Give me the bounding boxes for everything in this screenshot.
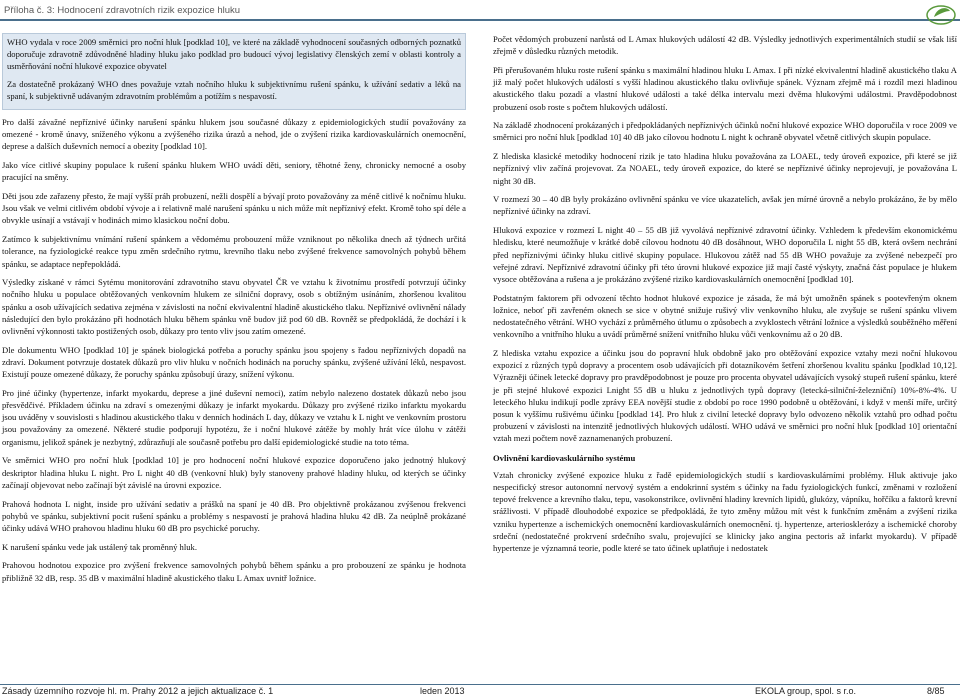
highlight-box (2, 33, 466, 110)
paragraph: Pro další závažné nepříznivé účinky narušení spánku hlukem jsou současné důkazy z epidemiologických studií považovány za omezené - kromě únavy, sníženého výkonu a zvýšeného rizika úrazů a nehod, jde o zvýšení rizika kardiovaskulárních onemocnění, deprese a dalších duševních nemocí a obezity [podklad 10]. (2, 117, 466, 152)
paragraph: Ve směrnici WHO pro noční hluk [podklad 10] je pro hodnocení noční hlukové expozice doporučeno jako jednotný hlukový deskriptor hladina hluku L night. Pro L night 40 dB (venkovní hluk) byly stanoveny prahové hladiny hluku, od kterých se účinky začínají objevovat nebo začínají být závislé na úrovni expozice. (2, 455, 466, 490)
paragraph: Při přerušovaném hluku roste rušení spánku s maximální hladinou hluku L Amax. I při nízké ekvivalentní hladině akustického tlaku A již malý počet hlukových událostí s vyšší hladinou akustického tlaku ovlivňuje spánek. Význam zřejmě má i rozdíl mezi hladinou akustického tlaku pozadí a vlastní hlukové události a také délka intervalu mezi dvěma hlukovými událostmi. Pravděpodobnost probuzení osob roste s počtem hlukových událostí. (493, 64, 957, 112)
ekola-logo-icon (925, 1, 957, 27)
footer-document-title: Zásady územního rozvoje hl. m. Prahy 2012 a jejich aktualizace č. 1 (2, 686, 274, 696)
paragraph: Zatímco k subjektivnímu vnímání rušení spánkem a vědomému probouzení může vzniknout po několika dnech až týdnech určitá tolerance, na fyziologické reakce typu změn srdečního rytmu, krevního tlaku nebo zvýšené frekvence samovolných pohybů během spánku, se adaptace nepřepokládá. (2, 234, 466, 269)
paragraph: Děti jsou zde zařazeny přesto, že mají vyšší práh probuzení, nežli dospělí a bývají proto považovány za méně citlivé k nočnímu hluku. Jsou však ve velmi citlivém období vývoje a i relativně malé narušení spánku u nich může mít nepříznivý efekt. Kromě toho spí déle a obvykle usínají a vstávají v hodinách mimo klasickou noční dobu. (2, 191, 466, 226)
paragraph: Počet vědomých probuzení narůstá od L Amax hlukových událostí 42 dB. Výsledky jednotlivých experimentálních studií se však liší zřejmě v důsledku různých metodik. (493, 34, 957, 57)
paragraph: Vztah chronicky zvýšené expozice hluku z řadě epidemiologických studií s kardiovaskulárními problémy. Hluk aktivuje jako nespecifický stresor autonomní nervový systém a endokrinní systém s účinky na řadu fyziologických funkcí, změnami v rozložení tepové frekvence a krevního tlaku, tepu, vasokonstrikce, ovlivnění hladiny krevních lipidů, glukózy, vápníku, hořčíku a faktorů krevní srážlivosti. V případě dlouhodobé expozice se předpokládá, že tyto změny můžou mít vést k funkčním změnám a zvýšení rizika vzniku hypertenze a ischemických onemocnění kardiovaskulárních onemocnění. tj. hypertenze, arteriosklerózy a ischemické choroby srdeční (nedostatečné prokrvení srdečního svalu, projevující se klinicky jako angina pectoris až infarkt myokardu). V případě hypertenze je významná teorie, podle které se tato účinek uplatňuje i nedostatek (493, 469, 957, 554)
paragraph: Podstatným faktorem při odvození těchto hodnot hlukové expozice je zásada, že má být umožněn spánek s pootevřeným oknem ložnice, neboť při zavřeném oknech se sice v obytné snižuje rušivý vliv venkovního hluku, ale zvyšuje se rušení spánku vlivem nedostatečného větrání. WHO vychází z průměrného útlumu o způsobech a zvyklostech větrání ložnice a výsledků souběžného měření venkovního a vnitřního hluku a uvádí průměrné snížení vnitřního hluku vůči venkovnímu až o 20 dB. (493, 292, 957, 340)
footer-page-number: 8/85 (927, 686, 945, 696)
section-heading: Ovlivnění kardiovaskulárního systému (493, 452, 636, 463)
paragraph: Z hlediska klasické metodiky hodnocení rizik je tato hladina hluku považována za LOAEL, tedy úroveň expozice, při které se již nepříznivý vliv začíná projevovat. Za NOAEL, tedy úroveň expozice, do které se nepříznivé účinky neprojevují, je považována L night 30 dB. (493, 151, 957, 186)
header-title: Příloha č. 3: Hodnocení zdravotních rizik expozice hluku (4, 5, 241, 16)
right-column (493, 33, 957, 561)
paragraph: K narušení spánku vede jak ustálený tak proměnný hluk. (2, 541, 197, 552)
box-paragraph: Za dostatečně prokázaný WHO dnes považuje vztah nočního hluku k subjektivnímu rušení spánku, k užívání sedativ a léků na spaní, k subjektivně udávaným zdravotním problémům a potížím s nespavostí. (7, 78, 461, 101)
paragraph: V rozmezí 30 – 40 dB byly prokázáno ovlivnění spánku ve více ukazatelích, avšak jen mírné úrovně a nebylo prokázáno, že by mělo nepříznivé účinky na zdraví. (493, 194, 957, 217)
paragraph: Prahová hodnota L night, inside pro užívání sedativ a prášků na spaní je 40 dB. Pro objektivně prokázanou zvýšenou frekvenci pohybů ve spánku, subjektivní pocit rušení spánku a problémy s nespavostí je prahová hladina hluku 42 dB. Za neúplně prokázané účinky udává WHO prahovou hladinu hluku 60 dB pro psychické poruchy. (2, 498, 466, 533)
left-column (2, 33, 466, 590)
box-paragraph: WHO vydala v roce 2009 směrnici pro noční hluk [podklad 10], ve které na základě vyhodnocení současných odborných poznatků doporučuje zdravotně zdůvodněné hladiny hluku jako podklad pro budoucí vývoj legislativy členských zemí v oblasti kontroly a usměrňování noční hlukové expozice obyvatel (7, 37, 461, 72)
footer-divider (0, 684, 960, 685)
paragraph: Na základě zhodnocení prokázaných i předpokládaných nepříznivých účinků noční hlukové expozice WHO doporučila v roce 2009 ve směrnici pro noční hluk [podklad 10] 40 dB jako cílovou hodnotu L night k ochraně obyvatel včetně citlivých skupin populace. (493, 120, 957, 143)
header-divider (0, 19, 960, 21)
paragraph: Dle dokumentu WHO [podklad 10] je spánek biologická potřeba a poruchy spánku jsou spojeny s řadou nepříznivých dopadů na zdraví. Dokument potvrzuje dostatek důkazů pro vliv hluku v nočních hodinách na poruchy spánku, zvýšené užívání léků, nespavost. Existují pouze omezené důkazy, že poruchy spánku způsobují úrazy, snížení výkonu. (2, 344, 466, 380)
paragraph: Z hlediska vztahu expozice a účinku jsou do popravní hluk obdobně jako pro obtěžování expozice vztahy mezi noční hlukovou expozicí z různých typů dopravy a procentem osob udávajících při dotazníkovém šetření zhoršenou kvalitu spánku [podklad 10,12]. Výrazněji účinek letecké dopravy pro pravděpodobnost je pouze pro procenta obyvatel udávajících vysoký stupeň rušení spánku, které je při stejné hlukové expozici Lnight 55 dB u hluku z jednotlivých typů dopravy (letecká-silniční-železniční) 10%-8%-4%. U leteckého hluku indikují podle zprávy EEA novější studie z období po roce 1990 podobně u obtěžování, i když v menší míře, určitý posun k vyššímu rušivému účinku [podklad 14]. Pro hluk z civilní letecké dopravy bylo odvozeno několik vztahů pro odhad počtu probuzení v závislosti na intenzitě jednotlivých hlukových událostí. WHO udává ve směrnici pro noční hluk [podklad 10] orientační vztah mezi počtem nově zaznamenaných probuzení. (493, 347, 957, 444)
page-header (0, 0, 960, 22)
paragraph: Prahovou hodnotou expozice pro zvýšení frekvence samovolných pohybů během spánku a pro probouzení ze spánku je hodnota přibližně 32 dB, resp. 35 dB v maximální hladině akustického tlaku L Amax uvnitř ložnice. (2, 560, 466, 583)
paragraph: Pro jiné účinky (hypertenze, infarkt myokardu, deprese a jiné duševní nemoci), zatím nebylo nalezeno dostatek důkazů nebo jsou přesvědčivé. Příkladem účinku na zdraví s omezenými důkazy je infarkt myokardu. Důkazy pro zvýšené riziko infarktu myokardu jsou uváděny v souvislosti s hladinou akustického tlaku v denních hodinách L day, důkazy ve vztahu k L night ve venkovním prostoru jsou považovány za omezené. Některé studie podporují hypotézu, že i noční hlukové zátěže by mohly hrát více úlohu v zátěži organismu, jelikož spánek je nezbytný, zdůrazňují ale současně potřebu pro další epidemiologické studie na toto téma. (2, 387, 466, 447)
paragraph: Hluková expozice v rozmezí L night 40 – 55 dB již vyvolává nepříznivé zdravotní účinky. Vzhledem k především ekonomickému hledisku, které neumožňuje v krátké době cílovou hodnotu 40 dB dosáhnout, WHO doporučila L night 55 dB, která ovšem nechrání před nepříznivými účinky hluku citlivé skupiny populace. Hlukovou zátěž nad 55 dB WHO považuje za zvýšené nebezpečí pro veřejné zdraví. Nepříznivé zdravotní účinky při této úrovni hlukové expozice již mají časté výskyty, značná část populace je hlukem vysoce obtěžována a rušena a je prokázáno zvýšené riziko kardiovaskulárních onemocnění [podklad 10]. (493, 225, 957, 284)
page-footer (0, 684, 960, 699)
paragraph: Jako více citlivé skupiny populace k rušení spánku hlukem WHO uvádí děti, seniory, těhotné ženy, chronicky nemocné a osoby pracující na směny. (2, 160, 466, 183)
paragraph: Výsledky získané v rámci Sytému monitorování zdravotního stavu obyvatel ČR ve vztahu k životnímu prostředí potvrzují účinky nočního hluku u populace obtěžovaných venkovním hlukem ze silniční dopravy, osob s obtížným usínáním, zhoršenou kvalitou spánku a osob užívajících sedativa zejména v závislosti na noční ekvivalentní hladině akustického tlaku. Nepříznivé ovlivnění nálady následující den bylo prokázáno při hodnotách hluku během spánku vně budov již pod 60 dB. Rovněž se předpokládá, že dochází i k ovlivnění výkonnosti takto postižených osob, důkazy pro tento vliv jsou zatím omezené. (2, 277, 466, 337)
footer-date: leden 2013 (420, 686, 465, 696)
footer-company: EKOLA group, spol. s r.o. (755, 686, 857, 696)
